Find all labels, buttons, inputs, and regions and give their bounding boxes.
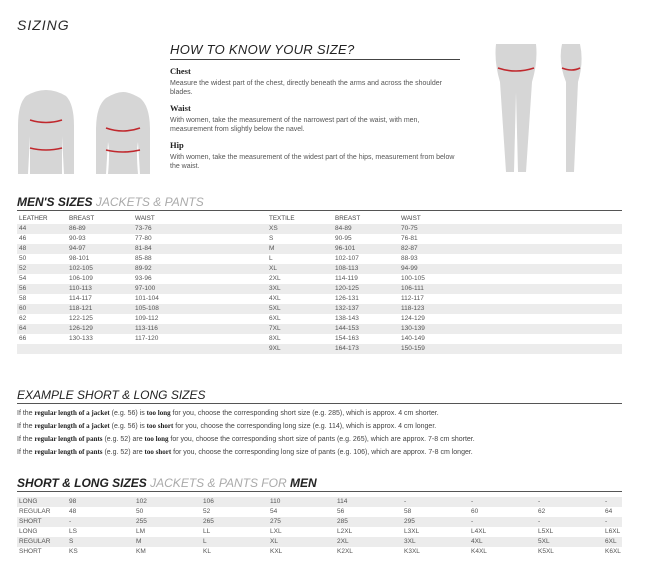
table-cell: 114-119 [335,275,358,282]
table-cell: 44 [17,224,67,234]
table-cell: K5XL [538,548,554,555]
table-cell: 85-88 [135,255,152,262]
table-row [17,304,622,314]
column-header: WAIST [135,215,155,222]
table-cell: 130-133 [69,335,93,342]
table-cell: 150-159 [399,344,622,354]
table-cell: 56 [337,508,345,515]
short-long-table [17,497,622,557]
table-cell: 6XL [603,537,622,547]
example-line: If the regular length of a jacket (e.g. 56) is too short for you, choose the corresponding long size (e.g. 114), which is approx. 4 cm longer. [17,422,437,430]
table-cell: 81-84 [133,244,267,254]
how-to-title: HOW TO KNOW YOUR SIZE? [170,42,460,60]
table-cell: S [67,537,134,547]
table-cell: 66 [19,335,27,342]
table-cell: 90-95 [335,235,352,242]
column-header: LEATHER [19,215,48,222]
table-cell: 113-116 [133,324,267,334]
table-cell: 48 [69,508,77,515]
table-cell: LONG [19,528,38,535]
table-row [17,224,622,234]
table-cell: - [402,497,469,507]
table-row [17,254,622,264]
table-cell: LONG [17,497,67,507]
table-cell: 265 [201,517,268,527]
table-cell: LL [203,528,211,535]
table-cell: 52 [17,264,67,274]
table-cell: 3XL [402,537,469,547]
side-legs-figure [556,42,586,174]
table-cell: 98 [67,497,134,507]
table-cell: L4XL [471,528,487,535]
table-cell: 132-137 [333,304,399,314]
table-cell: SHORT [17,517,67,527]
table-cell: 52 [203,508,211,515]
table-cell: M [267,244,333,254]
table-cell: L2XL [337,528,353,535]
hip-description: With women, take the measurement of the widest part of the hips, measurement from below the waist. [170,154,455,170]
table-cell: K3XL [404,548,420,555]
table-row [17,344,622,354]
table-row [17,334,622,344]
table-cell: - [603,517,622,527]
table-cell: 90-93 [69,235,86,242]
table-row [17,284,622,294]
how-to-measure-section [170,42,460,171]
table-cell: 84-89 [333,224,399,234]
page-title: SIZING [17,17,70,33]
table-cell: 9XL [267,344,333,354]
table-cell: 109-112 [135,315,159,322]
table-cell: 102-105 [67,264,133,274]
table-cell: 117-120 [135,335,159,342]
table-row [17,244,622,254]
table-cell: 77-80 [135,235,152,242]
table-cell: 140-149 [401,335,425,342]
table-cell: L5XL [538,528,554,535]
table-cell: 100-105 [401,275,425,282]
table-cell: 138-143 [335,315,359,322]
table-cell: 124-129 [401,315,425,322]
table-cell: REGULAR [19,508,51,515]
table-cell: 144-153 [333,324,399,334]
table-cell: REGULAR [17,537,67,547]
table-cell: XS [267,224,333,234]
table-cell: KS [69,548,78,555]
table-cell: 120-125 [333,284,399,294]
table-cell: 56 [17,284,67,294]
table-cell: 8XL [269,335,281,342]
table-cell: KXL [270,548,283,555]
table-cell: K4XL [471,548,487,555]
table-cell: SHORT [19,548,42,555]
waist-description: With women, take the measurement of the narrowest part of the waist, with men, measurement from slightly below the navel. [170,117,420,133]
table-cell: 54 [19,275,27,282]
table-cell: 58 [19,295,27,302]
table-cell: S [269,235,274,242]
column-header: TEXTILE [269,215,295,222]
table-row [17,264,622,274]
table-row [17,537,622,547]
male-torso-figure [16,86,76,176]
waist-heading: Waist [170,103,191,113]
table-cell: 97-100 [133,284,267,294]
table-cell: 98-101 [69,255,90,262]
table-cell: 130-139 [399,324,622,334]
example-line: If the regular length of pants (e.g. 52) are too short for you, choose the corresponding long size of pants (e.g. 106), which are approx. 7-8 cm longer. [17,448,473,456]
table-cell: 46 [19,235,27,242]
table-cell: LXL [270,528,282,535]
table-cell: 48 [17,244,67,254]
table-row [17,314,622,324]
example-text [17,407,637,459]
table-cell: 112-117 [401,295,424,302]
column-header: BREAST [335,215,361,222]
table-cell: 255 [134,517,201,527]
example-title: EXAMPLE SHORT & LONG SIZES [17,388,622,404]
hip-heading: Hip [170,140,184,150]
table-cell [17,344,67,354]
short-long-title: SHORT & LONG SIZES JACKETS & PANTS FOR MEN [17,476,622,492]
table-cell: 70-75 [399,224,622,234]
table-cell: 5XL [536,537,603,547]
table-cell: 7XL [267,324,333,334]
table-cell: L3XL [404,528,420,535]
table-cell: 102 [134,497,201,507]
table-cell: 126-131 [335,295,359,302]
table-cell: 54 [270,508,278,515]
table-cell: 64 [17,324,67,334]
column-header: WAIST [401,215,421,222]
table-cell: 118-123 [399,304,622,314]
table-cell: 60 [17,304,67,314]
table-cell: 73-76 [133,224,267,234]
table-cell: 110 [268,497,335,507]
table-cell: KM [136,548,146,555]
table-cell: - [536,497,603,507]
table-cell: 89-92 [133,264,267,274]
table-cell: 96-101 [333,244,399,254]
table-cell: 106 [201,497,268,507]
table-cell: 50 [136,508,144,515]
table-cell: K2XL [337,548,353,555]
table-cell: LS [69,528,77,535]
mens-size-table [17,214,622,354]
table-row [17,324,622,334]
table-cell: 6XL [269,315,281,322]
table-cell: 2XL [269,275,281,282]
table-cell: 60 [471,508,479,515]
table-cell: 105-108 [133,304,267,314]
mens-sizes-title: MEN'S SIZES JACKETS & PANTS [17,195,622,211]
table-cell: 82-87 [399,244,622,254]
table-cell: 164-173 [333,344,399,354]
table-cell: 94-97 [67,244,133,254]
table-cell: KL [203,548,211,555]
table-cell: - [469,497,536,507]
table-cell: 275 [268,517,335,527]
example-line: If the regular length of a jacket (e.g. 56) is too long for you, choose the corresponding short size (e.g. 285), which is approx. 4 cm shorter. [17,409,439,417]
front-legs-figure [492,42,540,174]
table-cell: - [603,497,622,507]
table-row [17,294,622,304]
table-cell: 4XL [469,537,536,547]
table-cell: - [469,517,536,527]
table-row [17,547,622,557]
table-row [17,234,622,244]
table-cell: L [269,255,273,262]
table-cell: 62 [538,508,546,515]
table-cell: 94-99 [399,264,622,274]
table-cell [67,344,133,354]
table-cell: 154-163 [335,335,359,342]
table-cell: 106-109 [69,275,93,282]
table-row [17,517,622,527]
table-cell: 88-93 [401,255,418,262]
table-row [17,507,622,517]
table-cell: 3XL [267,284,333,294]
table-cell: XL [267,264,333,274]
example-line: If the regular length of pants (e.g. 52) are too long for you, choose the corresponding short size of pants (e.g. 265), which are approx. 7-8 cm shorter. [17,435,475,443]
table-cell: 114 [335,497,402,507]
table-cell: 5XL [267,304,333,314]
table-cell: XL [268,537,335,547]
table-cell: 102-107 [335,255,359,262]
table-cell: 285 [335,517,402,527]
table-cell: 2XL [335,537,402,547]
table-cell: 64 [605,508,613,515]
table-cell: LM [136,528,146,535]
table-cell: 295 [402,517,469,527]
table-cell: 93-96 [135,275,152,282]
table-cell: 4XL [269,295,281,302]
table-cell: - [67,517,134,527]
table-cell: 108-113 [333,264,399,274]
table-row [17,274,622,284]
table-cell: 122-125 [69,315,93,322]
table-cell: 106-111 [399,284,622,294]
table-cell [133,344,267,354]
table-cell: L6XL [605,528,621,535]
table-row [17,527,622,537]
table-cell: 62 [19,315,27,322]
table-cell: 76-81 [401,235,418,242]
female-torso-figure [92,90,154,176]
table-cell: 110-113 [67,284,133,294]
table-cell: M [134,537,201,547]
table-cell: 114-117 [69,295,92,302]
table-row [17,497,622,507]
table-cell: 101-104 [135,295,159,302]
table-cell: 86-89 [67,224,133,234]
table-cell: - [536,517,603,527]
table-cell: 50 [19,255,27,262]
table-cell: 58 [404,508,412,515]
chest-heading: Chest [170,66,191,76]
table-cell: L [201,537,268,547]
table-cell: K6XL [605,548,621,555]
table-cell: 118-121 [67,304,133,314]
chest-description: Measure the widest part of the chest, directly beneath the arms and across the shoulder blades. [170,80,442,96]
table-cell: 126-129 [67,324,133,334]
column-header: BREAST [69,215,95,222]
